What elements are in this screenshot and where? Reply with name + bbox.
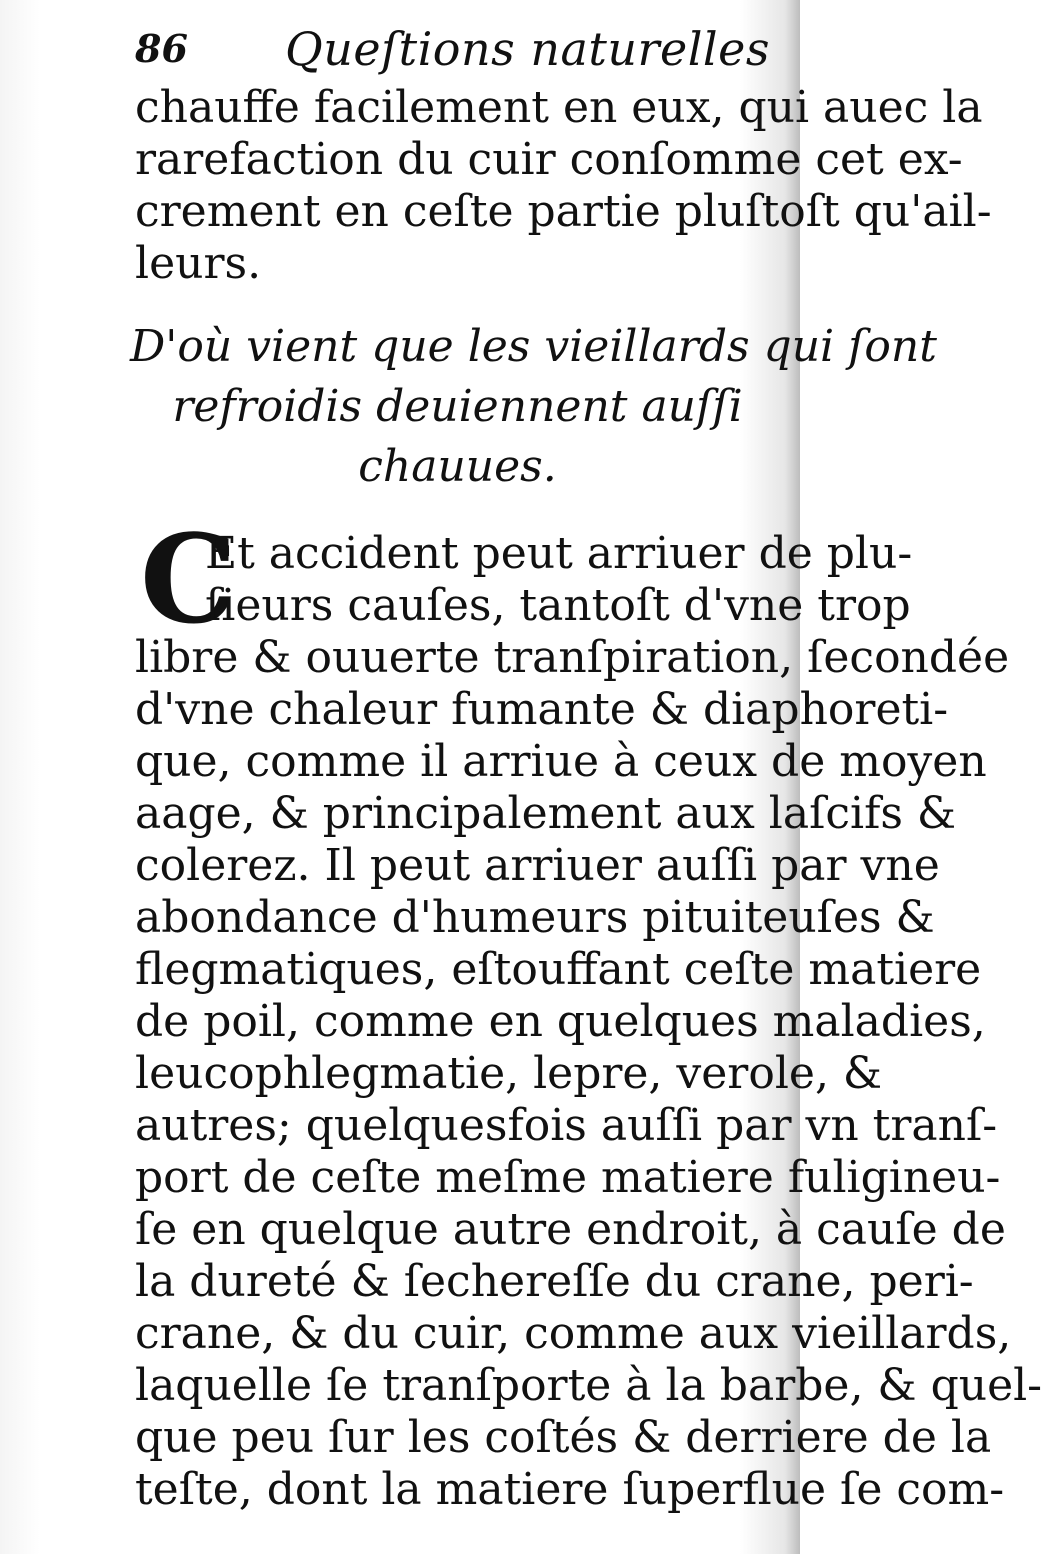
running-title: Queſtions naturelles	[285, 22, 770, 76]
text-line: aage, & principalement aux laſcifs &	[135, 788, 957, 839]
text-line: que, comme il arriue à ceux de moyen	[135, 736, 987, 787]
text-line: teſte, dont la matiere ſuperflue ſe com-	[135, 1464, 1005, 1515]
text-line: colerez. Il peut arriuer auſſi par vne	[135, 840, 940, 891]
text-line: libre & ouuerte tranſpiration, ſecondée	[135, 632, 1010, 683]
page-number: 86	[135, 26, 188, 71]
text-line: Et accident peut arriuer de plu-	[205, 528, 913, 579]
text-line: chauffe facilement en eux, qui auec la	[135, 82, 983, 133]
text-line: abondance d'humeurs pituiteuſes &	[135, 892, 935, 943]
text-line: de poil, comme en quelques maladies,	[135, 996, 986, 1047]
text-line: ſe en quelque autre endroit, à cauſe de	[135, 1204, 1006, 1255]
text-line: flegmatiques, eſtouffant ceſte matiere	[135, 944, 982, 995]
text-line: autres; quelquesfois auſſi par vn tranſ-	[135, 1100, 998, 1151]
text-line: ſieurs cauſes, tantoſt d'vne trop	[205, 580, 911, 631]
text-line: rarefaction du cuir conſomme cet ex-	[135, 134, 963, 185]
chapter-heading-line: D'où vient que les vieillards qui ſont	[130, 321, 937, 372]
drop-cap: C	[140, 507, 238, 651]
page-header	[135, 22, 775, 82]
text-line: crement en ceſte partie pluſtoſt qu'ail-	[135, 186, 992, 237]
chapter-heading-line: chauues.	[358, 441, 557, 492]
chapter-heading-line: refroidis deuiennent auſſi	[172, 381, 743, 432]
text-line: d'vne chaleur fumante & diaphoreti-	[135, 684, 949, 735]
text-line: que peu ſur les coſtés & derriere de la	[135, 1412, 992, 1463]
text-line: la dureté & ſechereſſe du crane, peri-	[135, 1256, 974, 1307]
text-line: leurs.	[135, 238, 262, 289]
text-line: port de ceſte meſme matiere fuligineu-	[135, 1152, 1001, 1203]
text-line: laquelle ſe tranſporte à la barbe, & quel-	[135, 1360, 1042, 1411]
text-line: leucophlegmatie, lepre, verole, &	[135, 1048, 883, 1099]
text-line: crane, & du cuir, comme aux vieillards,	[135, 1308, 1012, 1359]
